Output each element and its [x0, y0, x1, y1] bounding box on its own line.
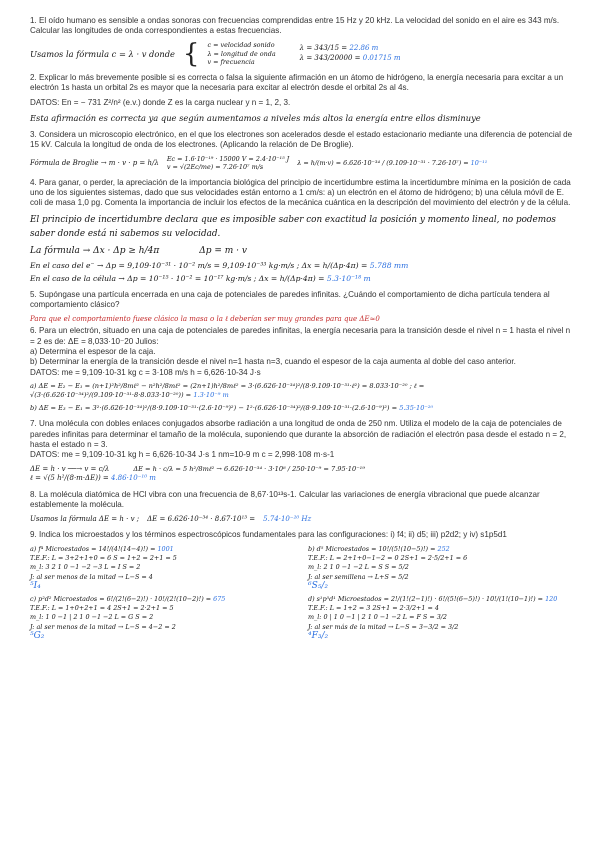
- q1-legend-item: c = velocidad sonido: [207, 41, 275, 50]
- q3-statement: 3. Considera un microscopio electrónico, en el que los electrones son acelerados desde el estado estacionario mediante una diferencia de potencial de 15 kV. Calcula la longitud de onda de los electrones. (Aplicando la relación de De Broglie).: [30, 130, 573, 150]
- q9-microstates-result: 675: [213, 594, 226, 603]
- q3-result: 10⁻¹¹: [470, 159, 488, 168]
- q1-legend: [207, 41, 275, 66]
- q3-solution: [30, 155, 574, 172]
- q7-statement: 7. Una molécula con dobles enlaces conjugados absorbe radiación a una longitud de onda de 250 nm. Utiliza el modelo de la caja de potenciales de paredes infinitas para determinar el tamaño de la molécula, suponiendo que durante la absorción de radiación el electrón pasa desde el estado n = 2, hasta el estado n = 3.: [30, 419, 567, 450]
- q9-tef-j: J: al ser menos de la mitad → L−S = 4: [30, 572, 153, 581]
- q7-final: [30, 474, 574, 484]
- q1-results: [300, 44, 401, 63]
- q7-calc3: ℓ = √(5 h²/(8·m·ΔE)) =: [30, 474, 109, 483]
- q3-lambda: [297, 159, 487, 167]
- q9-microstates-result: 120: [545, 594, 558, 603]
- q9-part-label: a) f⁴: [30, 544, 44, 553]
- q9-tef-j: J: al ser semillena → L+S = 5/2: [308, 572, 409, 581]
- q4-electron-lead: En el caso del e⁻ →: [30, 260, 104, 270]
- q2-statement: 2. Explicar lo más brevemente posible si es correcta o falsa la siguiente afirmación en un átomo de hidrógeno, la energía necesaria para excitar a un electrón 1s hasta un orbital 2s es mayor que la necesaria para excitar al electrón desde el orbital 2s al 4s.: [30, 72, 564, 93]
- q1-formula: Usamos la fórmula c = λ · v donde: [30, 48, 175, 59]
- q4-electron-result: 5.788 mm: [369, 260, 409, 270]
- q4-electron-calc: Δp = 9,109·10⁻³¹ · 10⁻² m/s = 9,109·10⁻³³ kg·m/s ; Δx = h/(Δp·4π) =: [105, 260, 368, 270]
- q9-part-label: d) s¹p⁵d¹: [308, 594, 336, 603]
- q8-solution: [30, 515, 574, 525]
- q9-tef-ml: m_l: 0 | 1 0 −1 | 2 1 0 −1 −2 L = F S = 3/2: [308, 613, 447, 622]
- q9-part: [308, 545, 574, 591]
- q3-energy: [167, 155, 289, 172]
- q9-term-symbol: ⁶S₅/₂: [308, 581, 329, 592]
- q8-calc: ΔE = 6.626·10⁻³⁴ · 8.67·10¹³ =: [147, 514, 256, 523]
- q8-formula: Usamos la fórmula ΔE = h · v ;: [30, 514, 140, 523]
- q9-tef-j: J: al ser más de la mitad → L−S = 3−3/2 = 3/2: [308, 622, 459, 631]
- q4-answer: El principio de incertidumbre declara que es imposible saber con exactitud la posición y momento lineal, no podemos saber donde está ni sabemos su velocidad.: [30, 214, 556, 239]
- q6-b-solution: [30, 404, 574, 413]
- q5-answer: Para que el comportamiento fuese clásico la masa o la ℓ deberían ser muy grandes para que ΔE≈0: [30, 314, 380, 323]
- q9-tef: T.E.F.: L = 1+0+2+1 = 4 2S+1 = 2·2+1 = 5: [30, 604, 174, 612]
- q3-formula: Fórmula de Broglie → m · v · p = h/λ: [30, 158, 159, 167]
- q5-statement: 5. Supóngase una partícula encerrada en una caja de potenciales de paredes infinitas. ¿Cuándo el comportamiento de dicha partícula tendera al comportamiento clásico?: [30, 289, 550, 310]
- q7-solution: [30, 465, 574, 475]
- q9-part: [308, 595, 574, 641]
- q9-term-symbol: ⁵I₄: [30, 581, 41, 592]
- q9-microstates: Microestados = 14!/(4!(14−4)!) =: [45, 544, 156, 553]
- q9-solutions: [30, 545, 574, 641]
- q9-tef: T.E.F.: L = 2+1+0−1−2 = 0 2S+1 = 2·5/2+1 = 6: [308, 553, 468, 562]
- q4-formula-row: [30, 245, 574, 257]
- q8-result: 5.74·10⁻²⁰ Hz: [263, 514, 312, 523]
- q4-cell-lead: En el caso de la célula →: [30, 274, 125, 284]
- q7-result: 4.86·10⁻¹⁰ m: [111, 474, 156, 483]
- q9-microstates: Microestados = 2!/(1!(2−1)!) · 6!/(5!(6−5)!) · 10!/(1!(10−1)!) =: [337, 594, 544, 603]
- q9-part: [30, 595, 296, 641]
- q9-term-symbol: ⁴F₃/₂: [308, 631, 329, 642]
- q1-legend-item: v = frecuencia: [207, 58, 255, 67]
- q9-tef-ml: m_l: 2 1 0 −1 −2 L = S S = 5/2: [308, 563, 409, 572]
- q6-a-solution: [30, 382, 574, 400]
- q6-part-b: b) Determinar la energía de la transición desde el nivel n=1 hasta n=3, cuando el espesor de la caja aumenta al doble del caso anterior.: [30, 357, 516, 367]
- q9-term-symbol: ⁵G₂: [30, 631, 45, 642]
- q9-microstates-result: 252: [437, 544, 450, 553]
- q3-vel: v = √(2Ec/me) = 7.26·10⁷ m/s: [166, 163, 264, 172]
- q9-part-label: b) d⁵: [308, 544, 324, 553]
- q9-tef-ml: m_l: 3 2 1 0 −1 −2 −3 L = I S = 2: [30, 563, 141, 572]
- q4-formula: La fórmula → Δx · Δp ≥ h/4π: [30, 245, 160, 256]
- q1-statement: 1. El oído humano es sensible a ondas sonoras con frecuencias comprendidas entre 15 Hz y 20 kHz. La velocidad del sonido en el aire es 343 m/s. Calcular las longitudes de onda correspondientes a estas frecuencias.: [30, 16, 560, 36]
- q2-answer: Esta afirmación es correcta ya que según aumentamos a niveles más altos la energía entre ellos disminuye: [30, 113, 481, 124]
- q1-calc2: λ = 343/20000 =: [299, 53, 361, 62]
- q3-ek: Ec = 1.6·10⁻¹⁹ · 15000 V = 2.4·10⁻¹⁵ J: [166, 154, 290, 163]
- q9-part-label: c) p²d²: [30, 594, 52, 603]
- q4-cell-result: 5.3·10⁻¹⁸ m: [326, 274, 371, 284]
- q2-data: DATOS: En = − 731 Z²/n² (e.v.) donde Z es la carga nuclear y n = 1, 2, 3.: [30, 97, 291, 107]
- q6-data: DATOS: me = 9,109·10-31 kg c = 3·108 m/s h = 6,626·10-34 J·s: [30, 367, 261, 377]
- q4-statement: 4. Para ganar, o perder, la apreciación de la importancia biológica del principio de incertidumbre estima la incertidumbre mínima en la posición de cada uno de los siguientes sistemas, dado que sus velocidades están entorno a 1 cm/s: a) un electrón en el átomo de hidrógeno; b) una célula móvil de E. coli de masa 1,0 pg. Comenta la importancia de incluir los efectos de la mecánica cuántica en la descripción del movimiento del electrón y de la célula.: [30, 177, 571, 208]
- q4-electron: [30, 261, 574, 271]
- q1-solution: [30, 38, 574, 69]
- q4-formula2: Δp = m · v: [199, 245, 247, 256]
- q1-legend-item: λ = longitud de onda: [207, 49, 276, 58]
- q9-microstates-result: 1001: [157, 544, 174, 553]
- q7-data: DATOS: me = 9,109·10-31 kg h = 6,626·10-34 J·s 1 nm=10-9 m c = 2,998·108 m·s-1: [30, 450, 335, 460]
- q9-microstates: Microestados = 6!/(2!(6−2)!) · 10!/(2!(10−2)!) =: [53, 594, 212, 603]
- q8-statement: 8. La molécula diatómica de HCl vibra con una frecuencia de 8,67·10¹³s-1. Calcular las variaciones de energía vibracional que puede alcanzar establemente la molécula.: [30, 489, 540, 510]
- q6-part-a: a) Determina el espesor de la caja.: [30, 347, 156, 356]
- q6-a-result: 1.3·10⁻⁹ m: [193, 391, 229, 400]
- q1-result1: 22.86 m: [349, 44, 379, 53]
- q4-cell-calc: Δp = 10⁻¹⁵ · 10⁻² = 10⁻¹⁷ kg·m/s ; Δx = h/(Δp·4π) =: [127, 274, 325, 284]
- q6-b-result: 5.35·10⁻²⁰: [399, 404, 434, 413]
- q9-tef: T.E.F.: L = 3+2+1+0 = 6 S = 1+2 = 2+1 = 5: [30, 553, 177, 562]
- q9-tef-ml: m_l: 1 0 −1 | 2 1 0 −1 −2 L = G S = 2: [30, 613, 154, 622]
- q9-microstates: Microestados = 10!/(5!(10−5)!) =: [325, 544, 436, 553]
- q6-statement: 6. Para un electrón, situado en una caja de potenciales de paredes infinitas, la energía necesaria para la transición desde el nivel n = 1 hasta el nivel n = 2 es de: ΔE = 8,033·10⁻20 Julios:: [30, 326, 571, 346]
- q1-calc1: λ = 343/15 =: [299, 44, 348, 53]
- q4-cell: [30, 274, 574, 284]
- q7-calc2: ΔE = h · c/λ = 5 h²/8mℓ² → 6.626·10⁻³⁴ · 3·10⁸ / 250·10⁻⁹ = 7.95·10⁻¹⁹: [133, 464, 365, 473]
- q1-result2: 0.01715 m: [362, 53, 401, 62]
- brace-symbol: {: [182, 38, 200, 69]
- q7-calc1: ΔE = h · v ──→ v = c/λ: [30, 464, 110, 473]
- q9-statement: 9. Indica los microestados y los términos espectroscópicos fundamentales para las configuraciones: i) f4; ii) d5; iii) p2d2; y iv) s1p5d1: [30, 530, 507, 540]
- q9-part: [30, 545, 296, 591]
- q9-tef-j: J: al ser menos de la mitad → L−S = 4−2 = 2: [30, 622, 176, 631]
- q6-b-calc: b) ΔE = E₃ − E₁ = 3²·(6.626·10⁻³⁴)²/(8·9.109·10⁻³¹·(2.6·10⁻⁹)²) − 1²·(6.626·10⁻³⁴)²/(8·9.109·10⁻³¹·(2.6·10⁻⁹)²) =: [30, 404, 398, 413]
- q9-tef: T.E.F.: L = 1+2 = 3 2S+1 = 2·3/2+1 = 4: [308, 604, 439, 612]
- q6-a-calc: a) ΔE = E₂ − E₁ = (n+1)²h²/8mℓ² − n²h²/8mℓ² = (2n+1)h²/8mℓ² = 3·(6.626·10⁻³⁴)²/(8·9.109·10⁻³¹·ℓ²) = 8.033·10⁻²⁰ ; ℓ = √(3·(6.626·10⁻³⁴)²/(9.109·10⁻³¹·8·8.033·10⁻²⁰)) =: [30, 382, 425, 400]
- q3-lambda-calc: λ = h/(m·v) = 6.626·10⁻³⁴ / (9.109·10⁻³¹ · 7.26·10⁷) =: [297, 159, 469, 168]
